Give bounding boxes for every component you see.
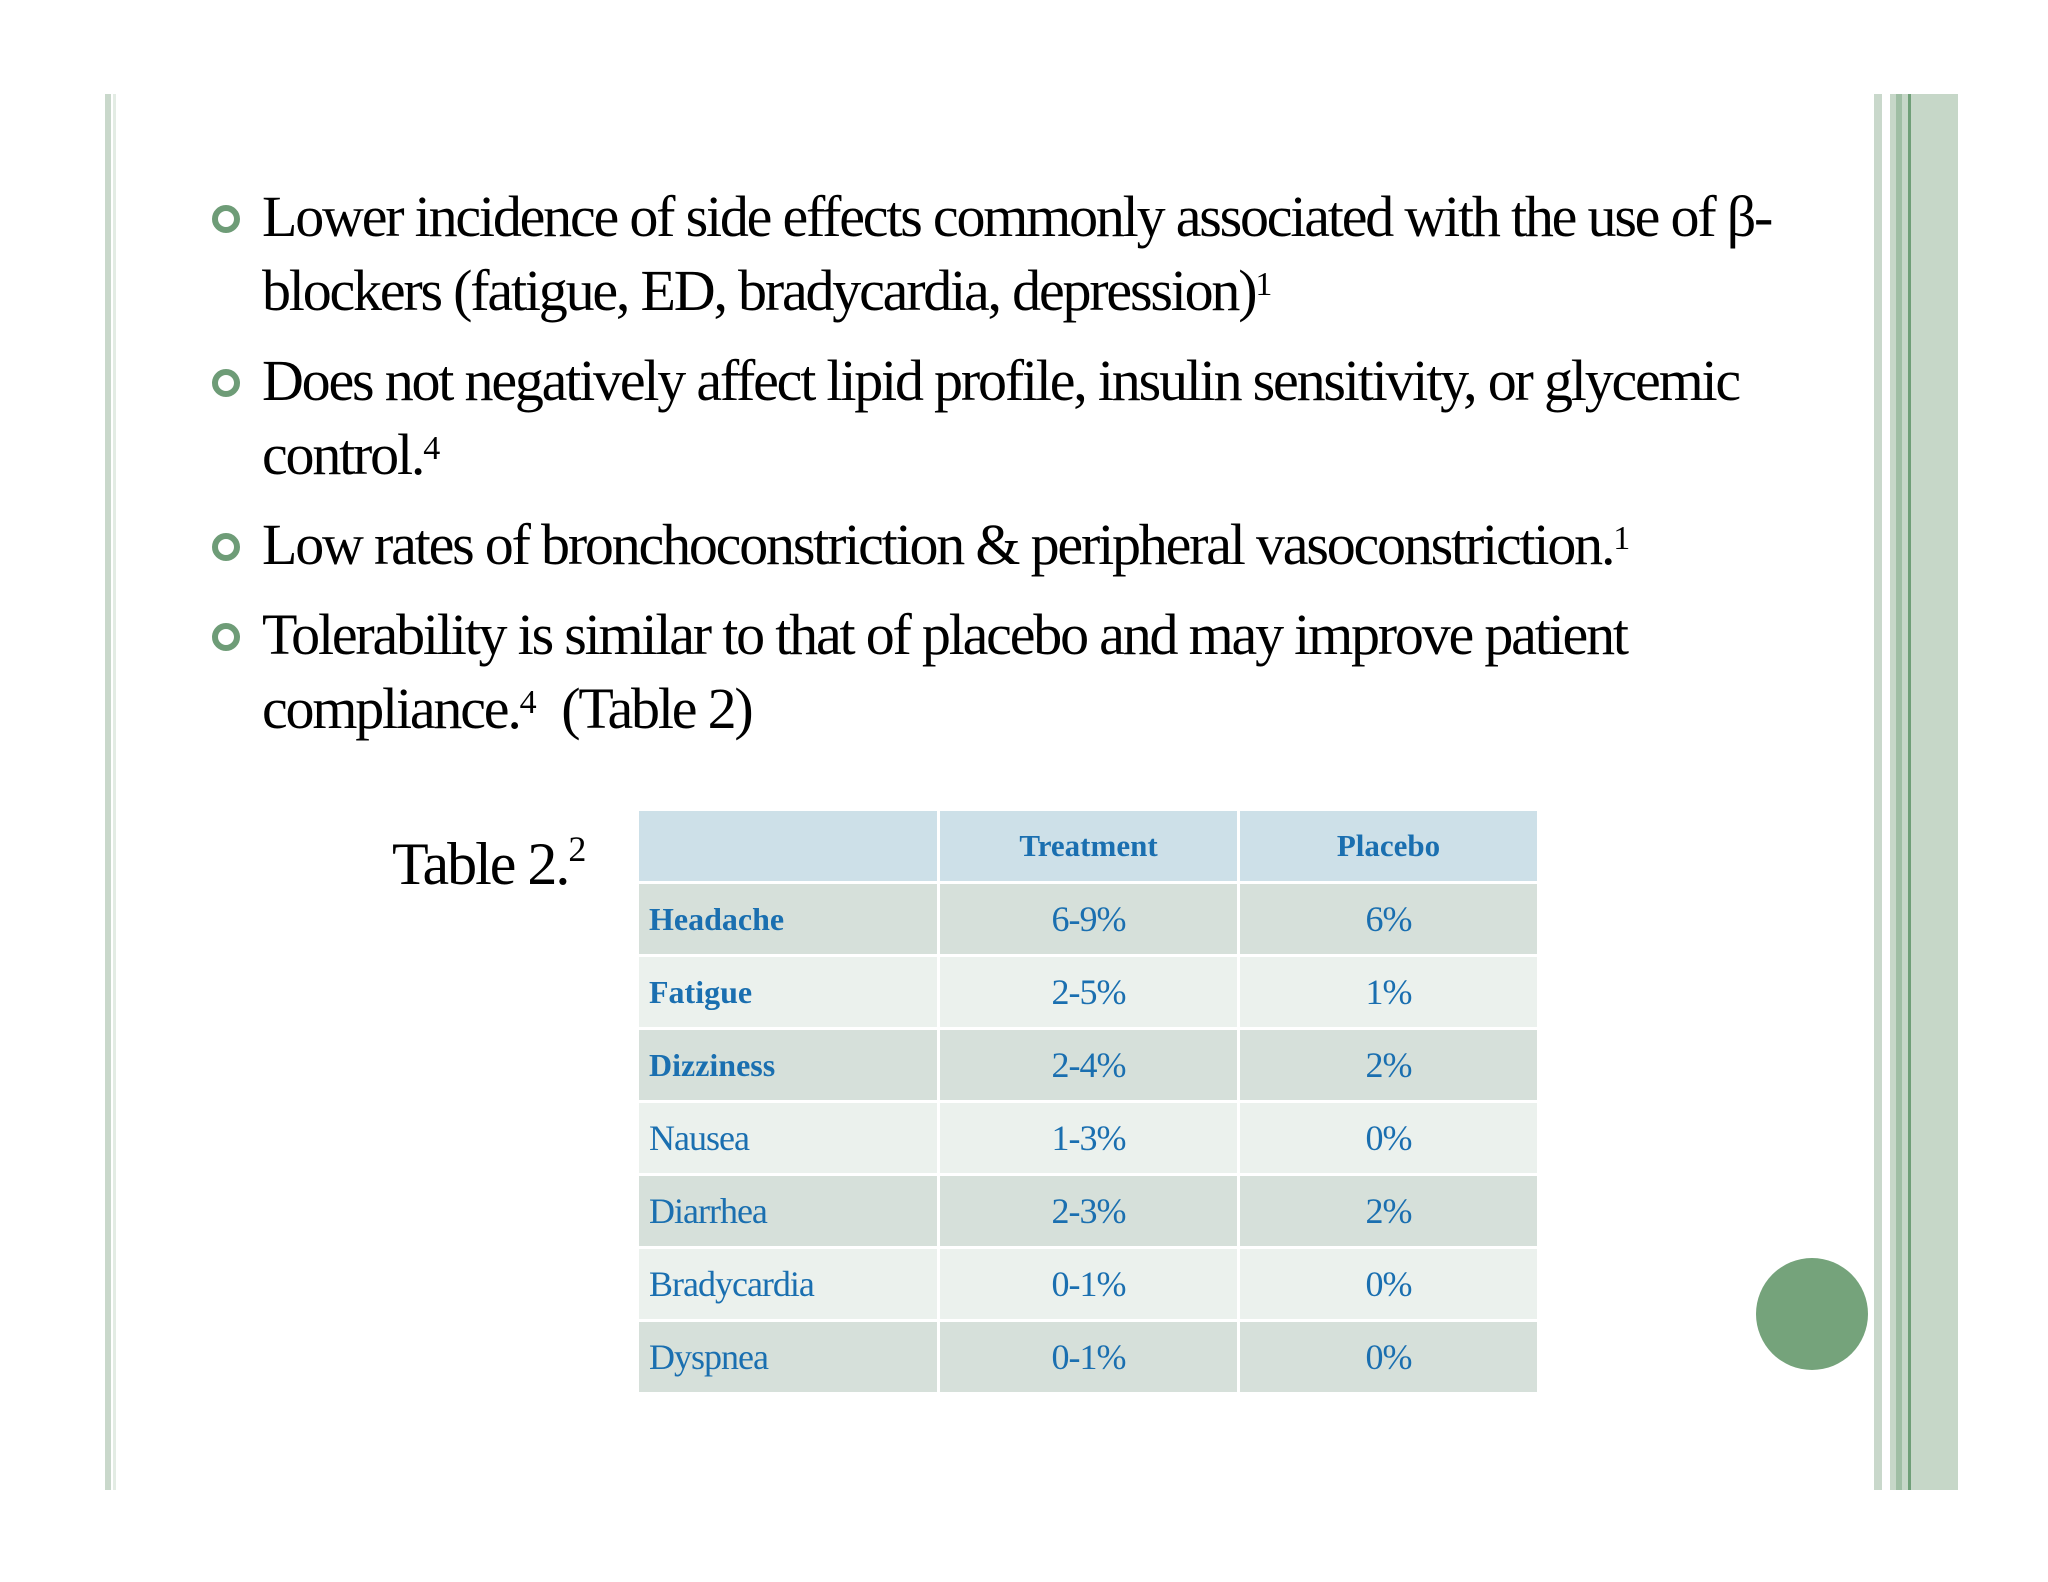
bullet-footnote-ref: 1 <box>1613 520 1631 557</box>
right-decorative-bar-thin <box>1874 94 1882 1490</box>
right-decorative-stripe <box>1896 94 1902 1490</box>
table-cell-treatment: 2-4% <box>939 1029 1239 1102</box>
table-row <box>638 1029 1539 1102</box>
bullet-text: Low rates of bronchoconstriction & peripheral vasoconstriction. <box>262 512 1614 577</box>
table-caption-footnote-ref: 2 <box>568 829 587 869</box>
table-cell-treatment: 6-9% <box>939 883 1239 956</box>
bullet-ring-icon <box>212 623 240 651</box>
table-cell-name: Bradycardia <box>638 1248 939 1321</box>
table-header-cell: Placebo <box>1239 810 1539 883</box>
table-cell-placebo: 2% <box>1239 1029 1539 1102</box>
bullet-suffix: (Table 2) <box>536 676 752 741</box>
bullet-text: Does not negatively affect lipid profile, insulin sensitivity, or glycemic control. <box>262 348 1739 487</box>
table-cell-name: Diarrhea <box>638 1175 939 1248</box>
table-cell-treatment: 0-1% <box>939 1321 1239 1394</box>
table-cell-treatment: 2-3% <box>939 1175 1239 1248</box>
table-cell-placebo: 6% <box>1239 883 1539 956</box>
table-cell-placebo: 0% <box>1239 1102 1539 1175</box>
side-effects-table <box>636 808 1540 1395</box>
table-row <box>638 956 1539 1029</box>
bullet-item <box>200 508 1860 582</box>
table-cell-placebo: 0% <box>1239 1321 1539 1394</box>
bullet-footnote-ref: 1 <box>1255 266 1273 303</box>
table-cell-placebo: 0% <box>1239 1248 1539 1321</box>
table-caption-text: Table 2. <box>392 831 569 897</box>
bullet-ring-icon <box>212 369 240 397</box>
table-cell-treatment: 1-3% <box>939 1102 1239 1175</box>
bullet-text: Lower incidence of side effects commonly associated with the use of β-blockers (fatigue, ED, bradycardia, depression) <box>262 184 1772 323</box>
table-row <box>638 1175 1539 1248</box>
decorative-circle <box>1756 1258 1868 1370</box>
table-row <box>638 1321 1539 1394</box>
bullet-item <box>200 180 1860 328</box>
table-cell-name: Nausea <box>638 1102 939 1175</box>
table-cell-name: Dizziness <box>638 1029 939 1102</box>
table-cell-name: Dyspnea <box>638 1321 939 1394</box>
table-cell-placebo: 1% <box>1239 956 1539 1029</box>
table-row <box>638 883 1539 956</box>
table-cell-name: Headache <box>638 883 939 956</box>
bullet-item <box>200 598 1860 746</box>
table-cell-placebo: 2% <box>1239 1175 1539 1248</box>
table-header-cell <box>638 810 939 883</box>
table-header-row <box>638 810 1539 883</box>
bullet-text: Tolerability is similar to that of placebo and may improve patient compliance. <box>262 602 1627 741</box>
bullet-footnote-ref: 4 <box>519 684 537 721</box>
bullet-ring-icon <box>212 205 240 233</box>
right-decorative-stripe-dark <box>1908 94 1911 1490</box>
bullet-item <box>200 344 1860 492</box>
bullet-ring-icon <box>212 533 240 561</box>
table-row <box>638 1248 1539 1321</box>
table-caption <box>392 830 586 899</box>
bullet-list <box>200 180 1860 762</box>
table-header-cell: Treatment <box>939 810 1239 883</box>
bullet-footnote-ref: 4 <box>423 430 441 467</box>
left-decorative-line <box>105 94 111 1490</box>
table-cell-name: Fatigue <box>638 956 939 1029</box>
table-cell-treatment: 2-5% <box>939 956 1239 1029</box>
table-cell-treatment: 0-1% <box>939 1248 1239 1321</box>
left-decorative-line-inner <box>113 94 116 1490</box>
table-row <box>638 1102 1539 1175</box>
